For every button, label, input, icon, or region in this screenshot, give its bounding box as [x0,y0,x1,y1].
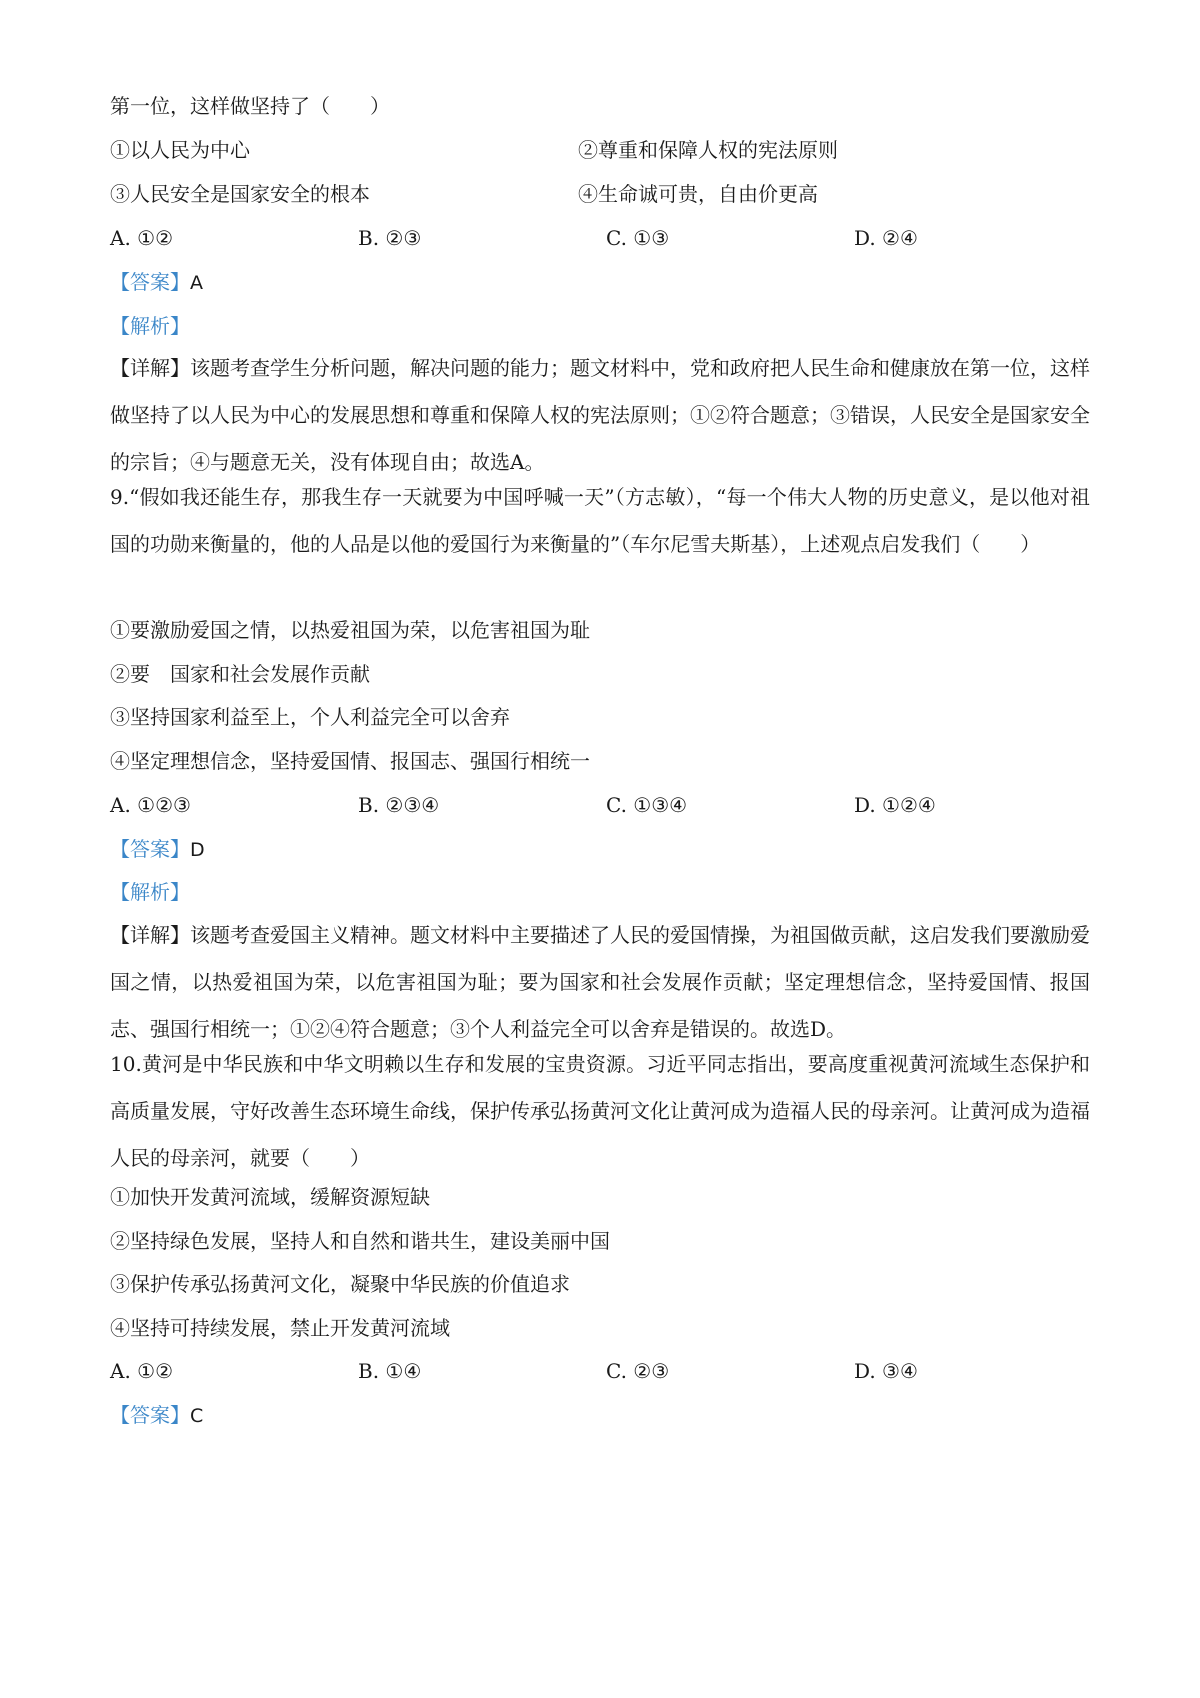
q9-item-3: ③坚持国家利益至上，个人利益完全可以舍弃 [110,705,510,729]
q8-item-4: ④生命诚可贵，自由价更高 [578,182,818,206]
q10-item-2: ②坚持绿色发展，坚持人和自然和谐共生，建设美丽中国 [110,1229,610,1253]
q10-option-d: D. ③④ [854,1359,918,1383]
q8-items-row-2 [110,180,1090,208]
q8-stem-tail: 第一位，这样做坚持了（ ） [110,94,390,118]
q9-item-4: ④坚定理想信念，坚持爱国情、报国志、强国行相统一 [110,749,590,773]
q9-option-b: B. ②③④ [358,793,440,817]
q9-detail-label: 【详解】 [110,923,190,947]
q10-answer [110,1401,1090,1430]
q10-answer-label: 【答案】 [110,1403,190,1427]
q9-answer-label: 【答案】 [110,837,190,861]
q8-answer [110,268,1090,297]
q9-item-2: ②要 国家和社会发展作贡献 [110,662,370,686]
q9-detail-text: 该题考查爱国主义精神。题文材料中主要描述了人民的爱国情操，为祖国做贡献，这启发我们要激励爱国之情，以热爱祖国为荣，以危害祖国为耻；要为国家和社会发展作贡献；坚定理想信念，坚持爱国情、报国志、强国行相统一；①②④符合题意；③个人利益完全可以舍弃是错误的。故选D。 [110,923,1090,1041]
q10-stem: 10.黄河是中华民族和中华文明赖以生存和发展的宝贵资源。习近平同志指出，要高度重视黄河流域生态保护和高质量发展，守好改善生态环境生命线，保护传承弘扬黄河文化让黄河成为造福人民的母亲河。让黄河成为造福人民的母亲河，就要（ ） [110,1052,1090,1170]
q9-detail [110,912,1090,1053]
q8-item-2: ②尊重和保障人权的宪法原则 [578,138,838,162]
q9-option-d: D. ①②④ [854,793,936,817]
q9-item-1: ①要激励爱国之情，以热爱祖国为荣，以危害祖国为耻 [110,618,590,642]
q8-option-a: A. ①② [110,226,174,250]
q8-option-c: C. ①③ [606,226,670,250]
q8-detail-label: 【详解】 [110,356,190,380]
q10-item-4: ④坚持可持续发展，禁止开发黄河流域 [110,1316,450,1340]
q8-option-b: B. ②③ [358,226,422,250]
q10-item-3: ③保护传承弘扬黄河文化，凝聚中华民族的价值追求 [110,1272,570,1296]
q8-items-row-1 [110,136,1090,164]
q8-detail-text: 该题考查学生分析问题，解决问题的能力；题文材料中，党和政府把人民生命和健康放在第一位，这样做坚持了以人民为中心的发展思想和尊重和保障人权的宪法原则；①②符合题意；③错误，人民安全是国家安全的宗旨；④与题意无关，没有体现自由；故选A。 [110,356,1090,474]
q8-answer-label: 【答案】 [110,270,190,294]
q9-analysis-label: 【解析】 [110,880,190,904]
q8-analysis-label: 【解析】 [110,314,190,338]
q8-item-3: ③人民安全是国家安全的根本 [110,182,370,206]
q8-answer-value: A [190,272,203,294]
q8-option-d: D. ②④ [854,226,918,250]
q9-option-c: C. ①③④ [606,793,688,817]
q10-option-c: C. ②③ [606,1359,670,1383]
q10-item-1: ①加快开发黄河流域，缓解资源短缺 [110,1185,430,1209]
q9-answer [110,835,1090,864]
q10-option-a: A. ①② [110,1359,174,1383]
q10-answer-value: C [190,1405,204,1427]
q9-option-a: A. ①②③ [110,793,191,817]
q8-item-1: ①以人民为中心 [110,138,250,162]
q8-detail [110,345,1090,486]
q9-stem: 9.“假如我还能生存，那我生存一天就要为中国呼喊一天”（方志敏），“每一个伟大人物的历史意义，是以他对祖国的功勋来衡量的，他的人品是以他的爱国行为来衡量的”（车尔尼雪夫斯基），上述观点启发我们（ ） [110,485,1090,556]
q9-answer-value: D [190,839,205,861]
q10-option-b: B. ①④ [358,1359,422,1383]
